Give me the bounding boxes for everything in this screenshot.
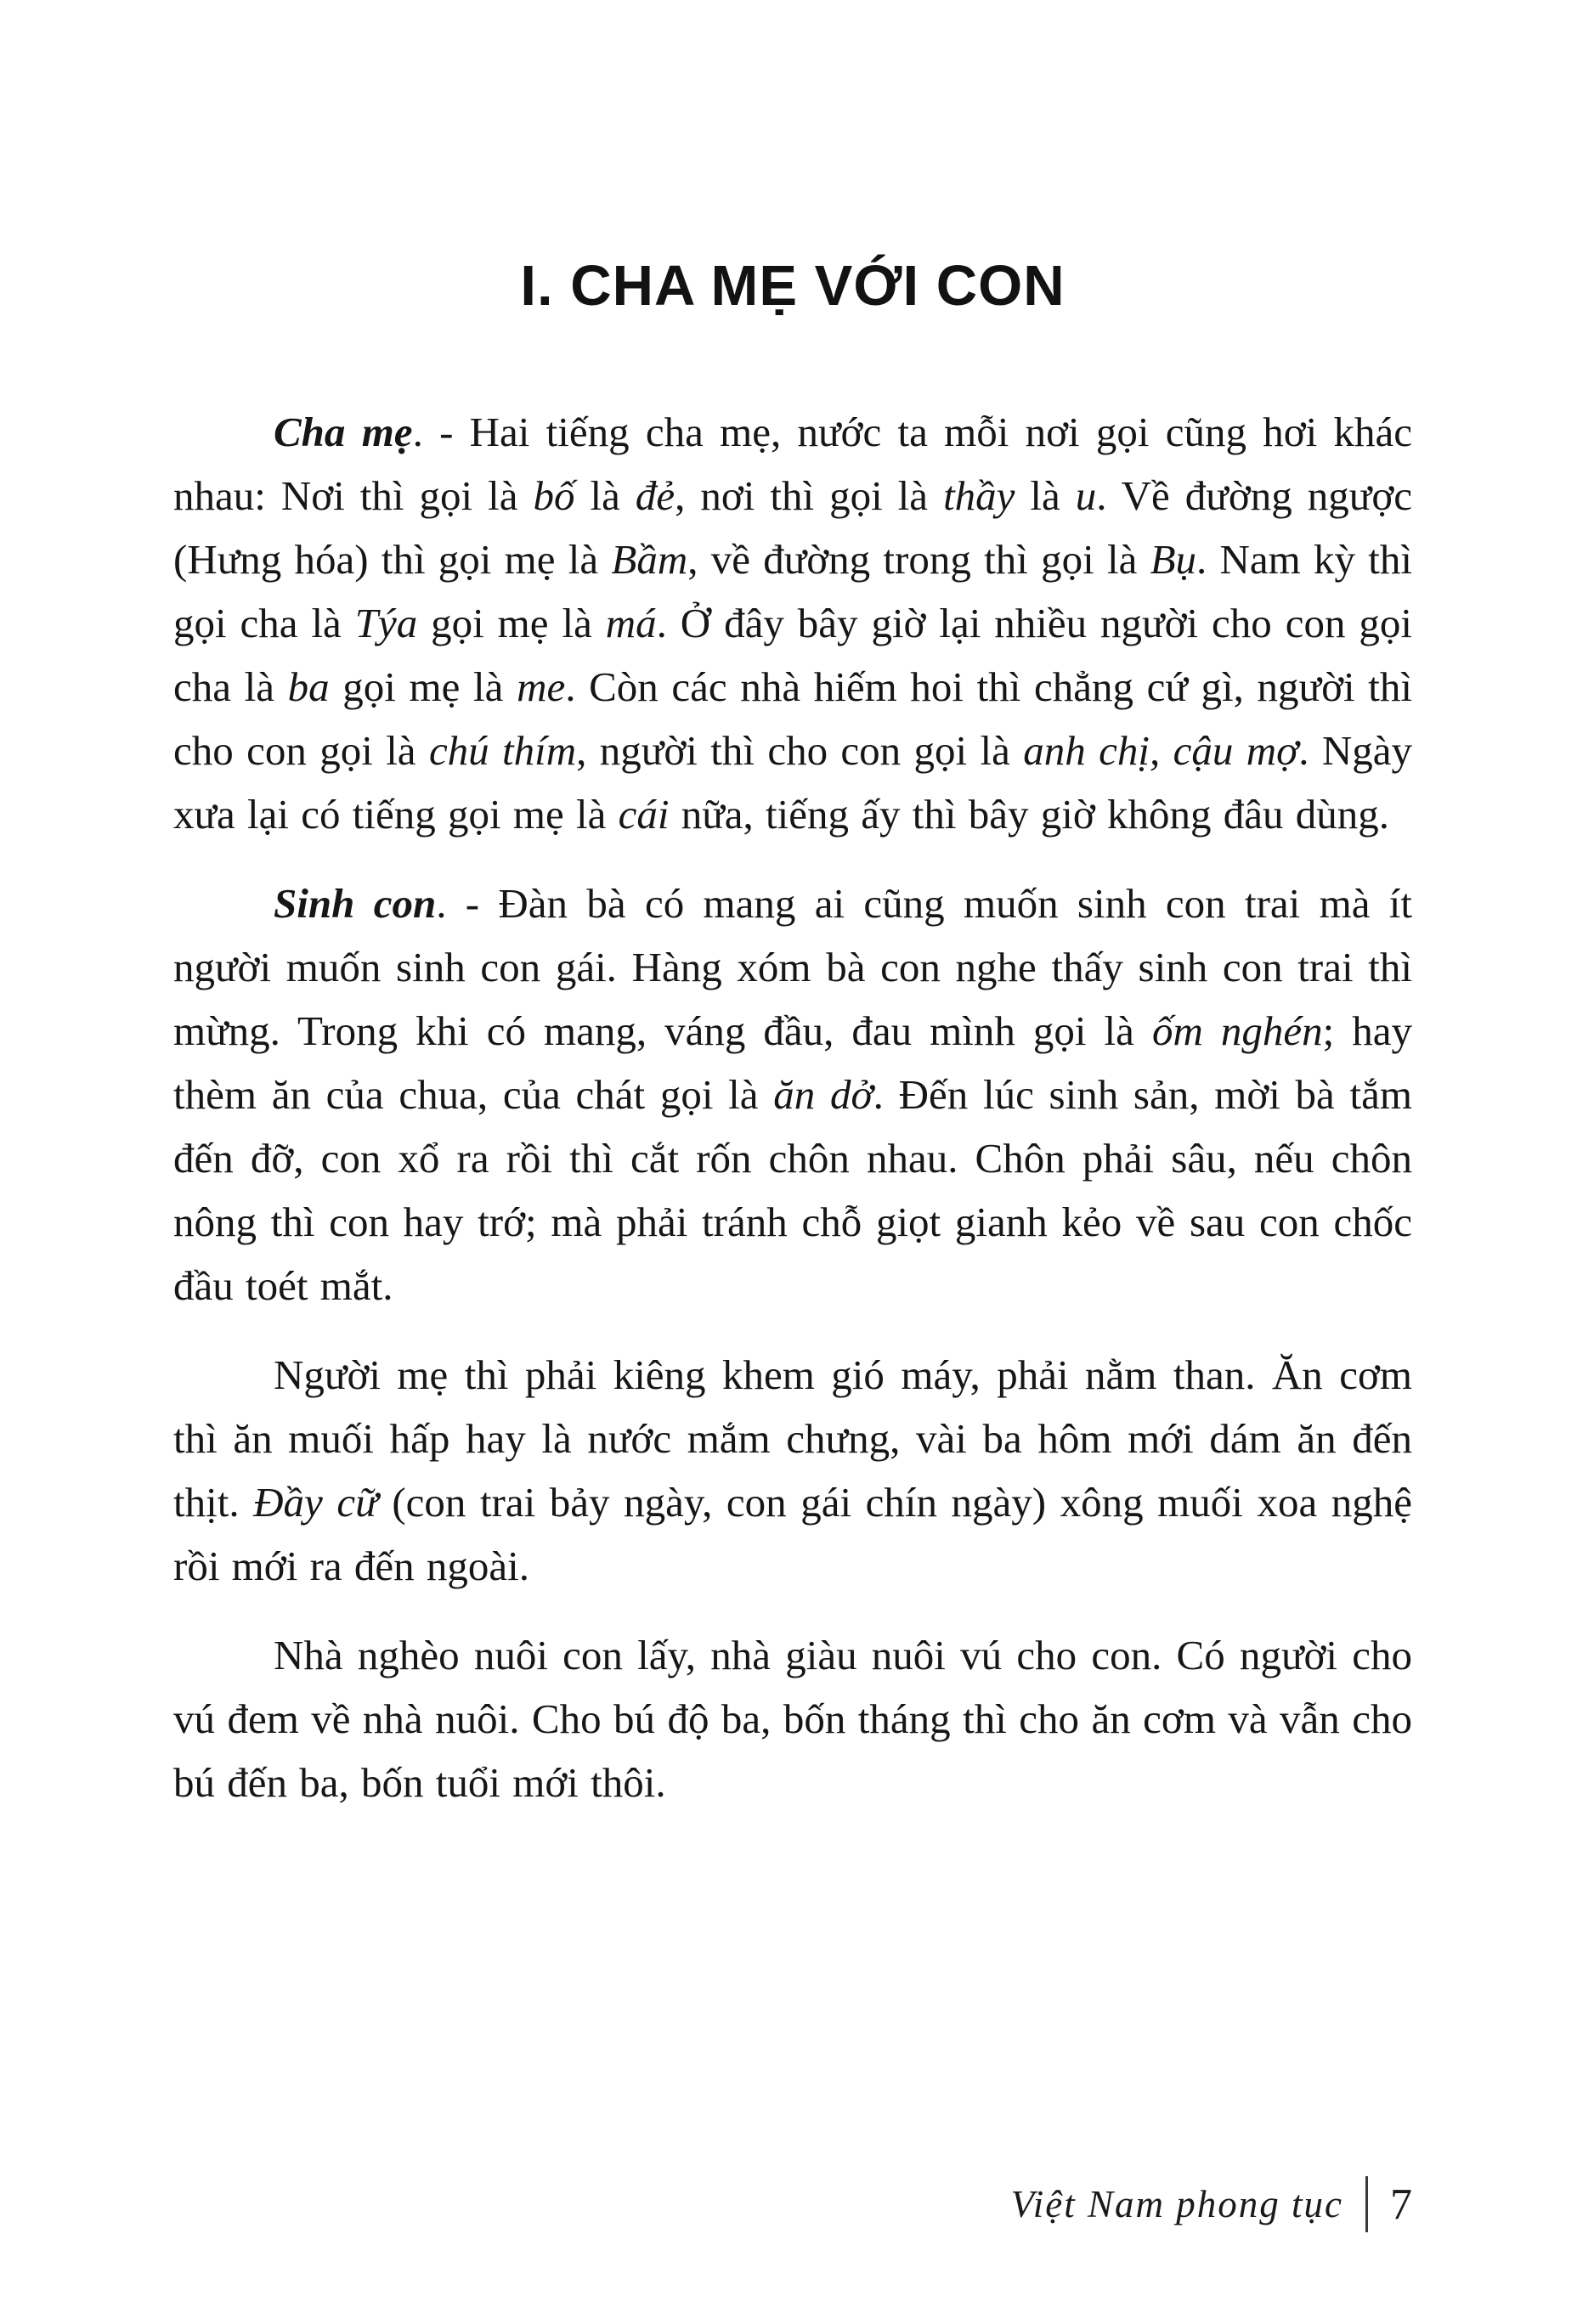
text-run: . Về đường ngược (Hưng hóa) thì gọi mẹ là	[173, 472, 1425, 583]
emphasized-text: bố	[533, 472, 575, 519]
emphasized-text: Đầy cữ	[253, 1479, 378, 1526]
text-run: , người thì cho con gọi là	[576, 727, 1024, 774]
running-footer-book-title: Việt Nam phong tục	[1010, 2183, 1343, 2225]
emphasized-text: cái	[618, 791, 670, 838]
text-run: Người mẹ thì phải kiêng khem gió máy, phải nằm than. Ăn cơm thì ăn muối hấp hay là nước mắm chưng, vài ba hôm mới dám ăn đến thịt.	[173, 1351, 1425, 1526]
text-run: là	[1015, 472, 1076, 519]
text-run: Nhà nghèo nuôi con lấy, nhà giàu nuôi vú cho con. Có người cho vú đem về nhà nuôi. Cho bú độ ba, bốn tháng thì cho ăn cơm và vẫn cho bú đến ba, bốn tuổi mới thôi.	[173, 1632, 1425, 1806]
text-run: ; hay thèm ăn của chua, của chát gọi là	[173, 1007, 1425, 1118]
paragraph	[173, 1343, 1425, 1598]
emphasized-text: u	[1075, 472, 1097, 519]
text-run: gọi mẹ là	[329, 663, 517, 710]
page-number: 7	[1390, 2180, 1412, 2229]
paragraph	[173, 400, 1425, 846]
body-text	[173, 400, 1425, 1814]
emphasized-text: chú thím	[428, 727, 577, 774]
emphasized-text: thầy	[943, 472, 1015, 519]
chapter-title: I. CHA MẸ VỚI CON	[520, 254, 1065, 318]
text-run: (con trai bảy ngày, con gái chín ngày) xông muối xoa nghệ rồi mới ra đến ngoài.	[173, 1479, 1425, 1589]
emphasized-text: má	[605, 600, 657, 646]
emphasized-text: Týa	[354, 600, 418, 646]
text-run: , về đường trong thì gọi là	[687, 536, 1150, 583]
emphasized-text: Bầm	[611, 536, 688, 583]
text-run: gọi mẹ là	[417, 600, 606, 646]
emphasized-text: Bụ	[1150, 536, 1197, 583]
emphasized-text: me	[517, 663, 566, 710]
text-run: . Đến lúc sinh sản, mời bà tắm đến đỡ, con xổ ra rồi thì cắt rốn chôn nhau. Chôn phải sâu, nếu chôn nông thì con hay trớ; mà phải tránh chỗ giọt gianh kẻo về sau con chốc đầu toét mắt.	[173, 1071, 1425, 1309]
paragraph	[173, 872, 1425, 1317]
text-run: , nơi thì gọi là	[675, 472, 944, 519]
emphasized-text: ốm nghén	[1151, 1007, 1323, 1054]
emphasized-text: Cha mẹ	[274, 409, 413, 455]
emphasized-text: anh chị, cậu mợ	[1023, 727, 1299, 774]
paragraph	[173, 1623, 1425, 1814]
emphasized-text: ăn dở	[773, 1071, 873, 1118]
emphasized-text: ba	[287, 663, 330, 710]
text-run: . - Đàn bà có mang ai cũng muốn sinh con trai mà ít người muốn sinh con gái. Hàng xóm bà con nghe thấy sinh con trai thì mừng. Trong khi có mang, váng đầu, đau mình gọi là	[173, 880, 1425, 1054]
emphasized-text: Sinh con	[274, 880, 437, 927]
text-run: . Ngày xưa lại có tiếng gọi mẹ là	[173, 727, 1425, 838]
text-run: nữa, tiếng ấy thì bây giờ không đâu dùng.	[669, 791, 1390, 838]
page-footer	[1011, 2176, 1412, 2232]
text-run: . Nam kỳ thì gọi cha là	[173, 536, 1425, 646]
text-run: . Còn các nhà hiếm hoi thì chẳng cứ gì, người thì cho con gọi là	[173, 663, 1425, 774]
text-run: . - Hai tiếng cha mẹ, nước ta mỗi nơi gọi cũng hơi khác nhau: Nơi thì gọi là	[173, 409, 1425, 519]
text-run: . Ở đây bây giờ lại nhiều người cho con gọi cha là	[173, 600, 1425, 710]
text-run: là	[574, 472, 636, 519]
emphasized-text: đẻ	[635, 472, 675, 519]
